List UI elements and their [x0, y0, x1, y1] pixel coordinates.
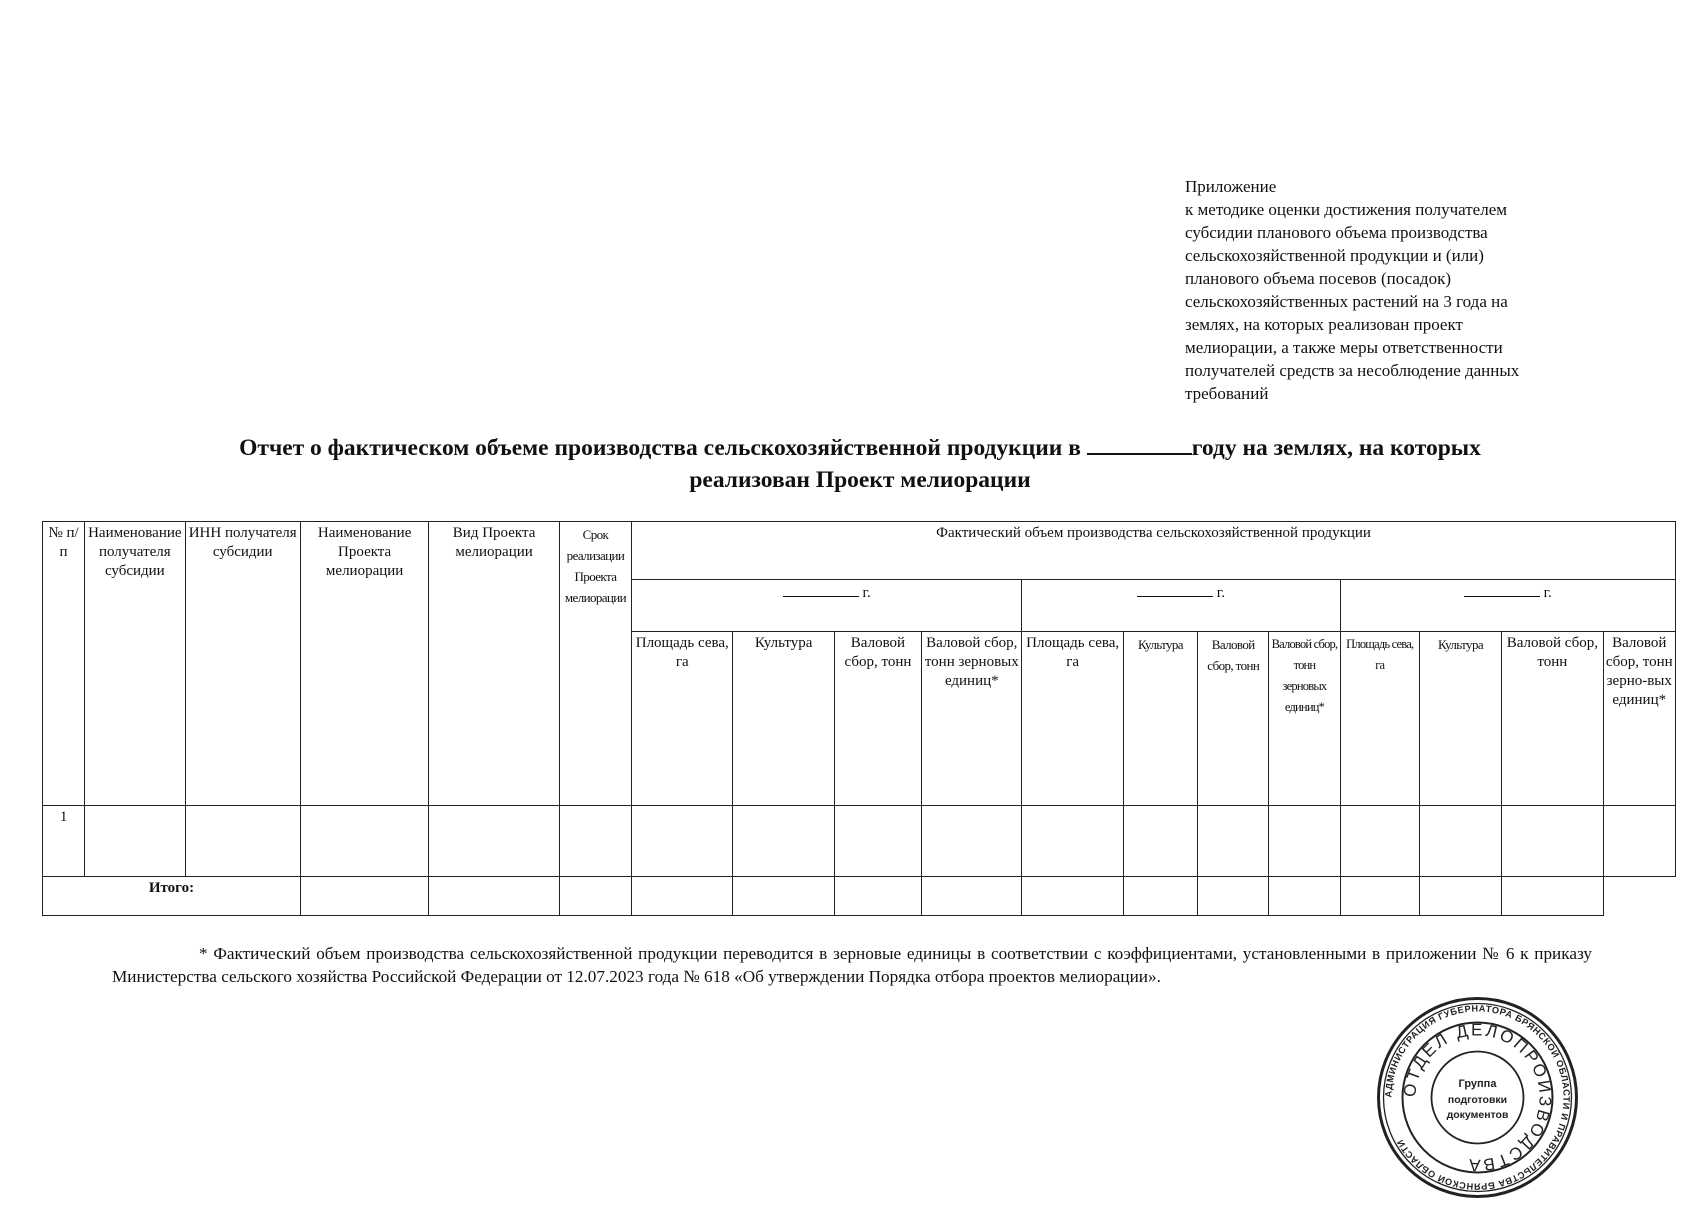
cell [559, 877, 631, 916]
title-line2: реализован Проект мелиорации [689, 467, 1031, 493]
cell [1269, 806, 1340, 877]
annex-line: требований [1185, 384, 1269, 403]
annex-line: к методике оценки достижения получателем [1185, 200, 1508, 219]
annex-line: Приложение [1185, 177, 1277, 196]
cell [1502, 877, 1603, 916]
report-table [42, 521, 1676, 916]
cell [1502, 806, 1603, 877]
sub-gross-grain: Валовой сбор, тонн зерновых единиц* [1269, 632, 1340, 806]
official-stamp [1375, 995, 1580, 1200]
cell [922, 806, 1022, 877]
year-suffix: г. [1543, 585, 1552, 601]
header-project-type: Вид Проекта мелиорации [429, 522, 559, 806]
cell [1123, 877, 1197, 916]
cell [429, 877, 559, 916]
cell [834, 877, 921, 916]
sub-crop: Культура [1419, 632, 1501, 806]
sub-gross: Валовой сбор, тонн [1198, 632, 1269, 806]
stamp-seal-icon [1375, 995, 1580, 1200]
cell [1123, 806, 1197, 877]
sub-crop: Культура [733, 632, 834, 806]
annex-line: сельскохозяйственной продукции и (или) [1185, 246, 1484, 265]
cell [429, 806, 559, 877]
year-suffix: г. [862, 585, 871, 601]
sub-gross-grain: Валовой сбор, тонн зерно-вых единиц* [1603, 632, 1675, 806]
footnote: * Фактический объем производства сельскохозяйственной продукции переводится в зерновые единицы в соответствии с коэффициентами, установленными в приложении № 6 к приказу Министерства сельского хозяйства Российской Федерации от 12.07.2023 года № 618 «Об утверждении Порядка отбора проектов мелиорации». [112, 944, 1592, 986]
cell [1269, 877, 1340, 916]
annex-line: сельскохозяйственных растений на 3 года на [1185, 292, 1508, 311]
header-num: № п/п [43, 522, 85, 806]
cell [1022, 877, 1123, 916]
sub-area: Площадь сева, га [632, 632, 733, 806]
cell [300, 877, 428, 916]
report-title [120, 432, 1600, 496]
year-header-1 [632, 580, 1022, 632]
annex-line: получателей средств за несоблюдение данных [1185, 361, 1520, 380]
stamp-outer-text: АДМИНИСТРАЦИЯ ГУБЕРНАТОРА БРЯНСКОЙ ОБЛАСТИ И ПРАВИТЕЛЬСТВА БРЯНСКОЙ ОБЛАСТИ [1383, 1003, 1572, 1192]
cell [1198, 806, 1269, 877]
annex-line: землях, на которых реализован проект [1185, 315, 1463, 334]
annex-block [1185, 175, 1625, 405]
sub-gross: Валовой сбор, тонн [1502, 632, 1603, 806]
annex-line: планового объема посевов (посадок) [1185, 269, 1451, 288]
cell [1603, 806, 1675, 877]
header-term: Срок реализации Проекта мелиорации [559, 522, 631, 806]
cell [1419, 877, 1501, 916]
cell [559, 806, 631, 877]
cell [733, 877, 834, 916]
cell [1340, 877, 1419, 916]
header-project-name: Наименование Проекта мелиорации [300, 522, 428, 806]
sub-area: Площадь сева, га [1340, 632, 1419, 806]
cell [1198, 877, 1269, 916]
title-part1: Отчет о фактическом объеме производства сельскохозяйственной продукции в [239, 435, 1087, 461]
header-actual-volume: Фактический объем производства сельскохозяйственной продукции [632, 522, 1676, 580]
stamp-ring-text: ОТДЕЛ ДЕЛОПРОИЗВОДСТВА [1400, 1020, 1555, 1175]
total-label: Итого: [43, 877, 301, 916]
cell [733, 806, 834, 877]
stamp-center-line: подготовки [1447, 1094, 1508, 1106]
header-recipient-name: Наименование получателя субсидии [85, 522, 185, 806]
row-number: 1 [43, 806, 85, 877]
cell [300, 806, 428, 877]
sub-gross-grain: Валовой сбор, тонн зерновых единиц* [922, 632, 1022, 806]
sub-crop: Культура [1123, 632, 1197, 806]
title-part2: году на землях, на которых [1191, 435, 1481, 461]
cell [1022, 806, 1123, 877]
stamp-center-line: Группа [1458, 1078, 1497, 1090]
sub-gross: Валовой сбор, тонн [834, 632, 921, 806]
total-row [43, 877, 1676, 916]
cell [85, 806, 185, 877]
cell [185, 806, 300, 877]
annex-line: субсидии планового объема производства [1185, 223, 1488, 242]
cell [834, 806, 921, 877]
year-header-3 [1340, 580, 1675, 632]
year-suffix: г. [1216, 585, 1226, 601]
cell [1419, 806, 1501, 877]
annex-line: мелиорации, а также меры ответственности [1185, 338, 1503, 357]
cell [632, 806, 733, 877]
cell [922, 877, 1022, 916]
cell [632, 877, 733, 916]
year-blank [1087, 433, 1192, 455]
sub-area: Площадь сева, га [1022, 632, 1123, 806]
header-inn: ИНН получателя субсидии [185, 522, 300, 806]
table-row [43, 806, 1676, 877]
year-header-2 [1022, 580, 1340, 632]
cell [1340, 806, 1419, 877]
stamp-center-line: документов [1446, 1109, 1509, 1121]
